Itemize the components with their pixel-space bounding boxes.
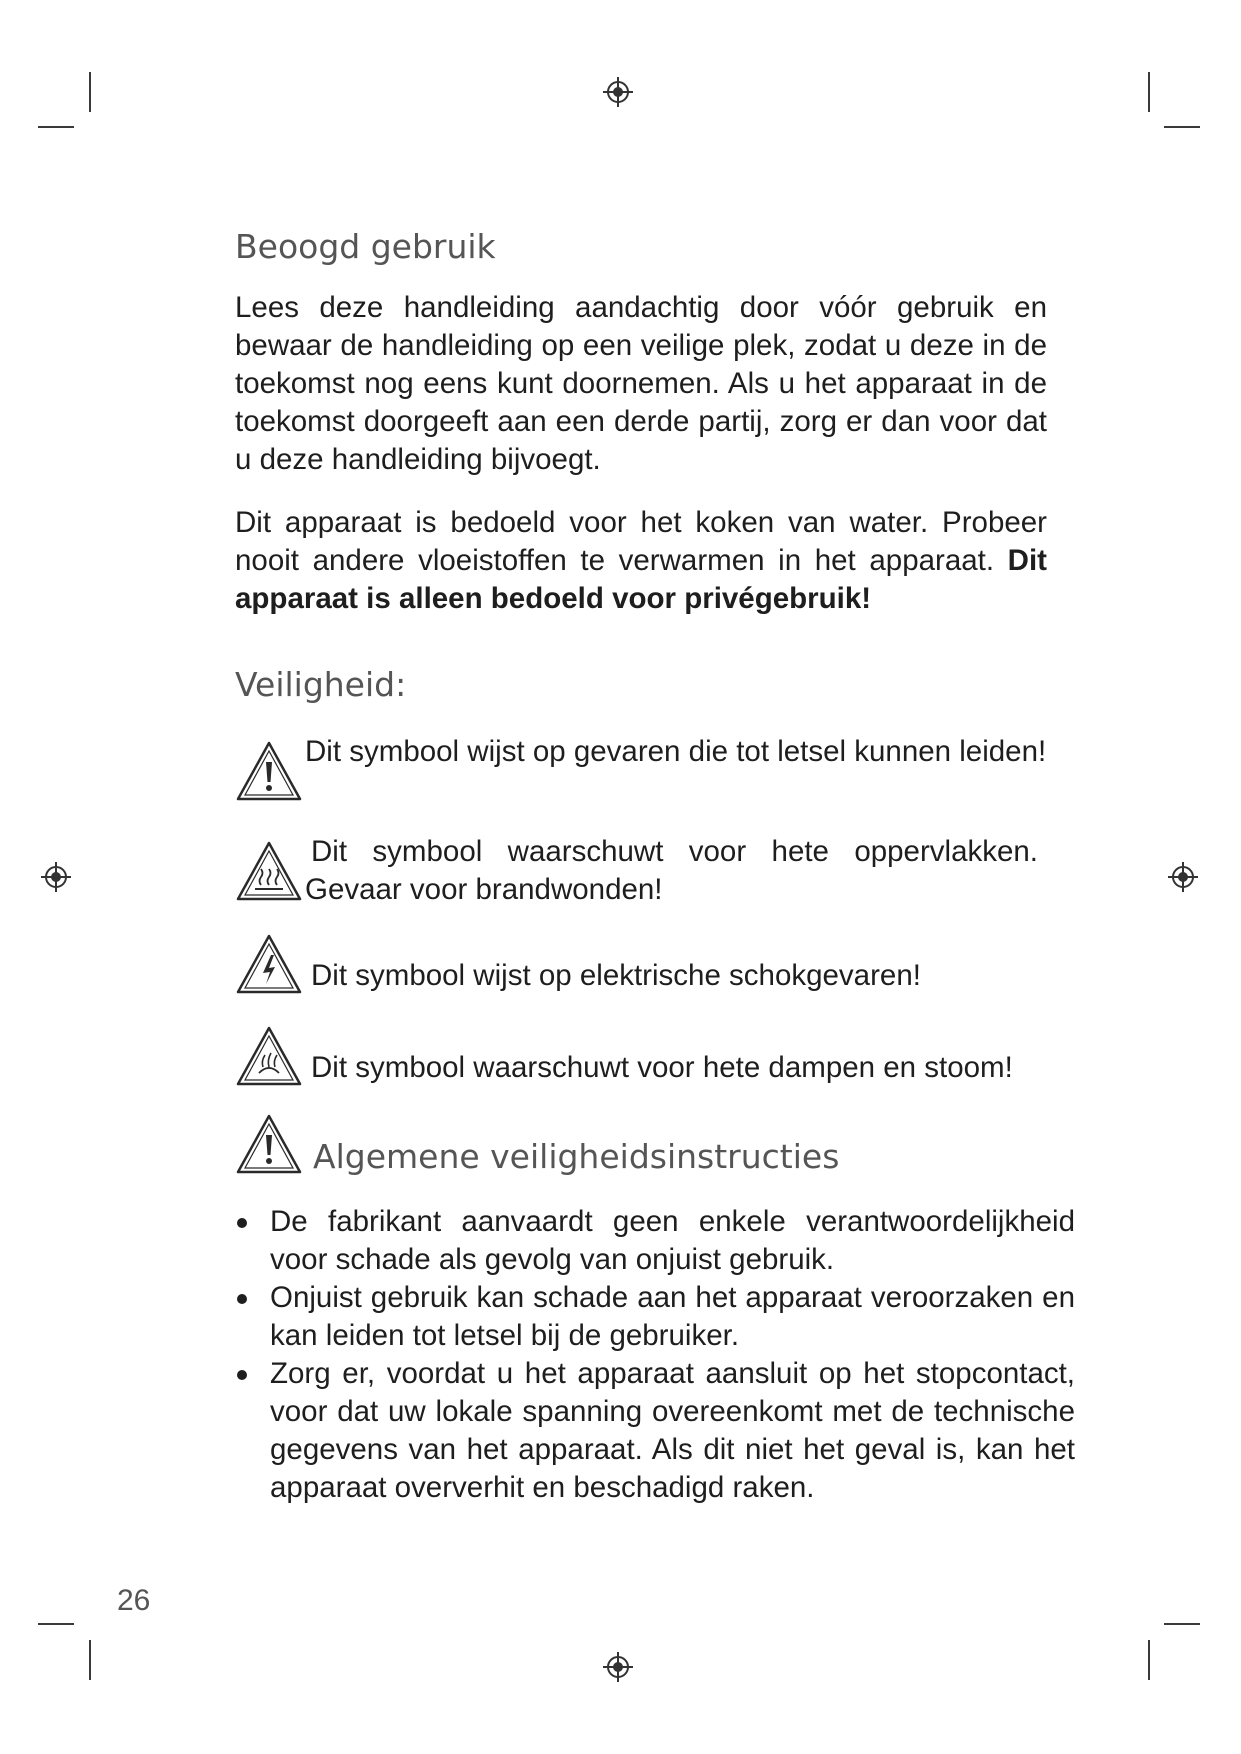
symbol-row-hot-surface [235, 828, 1057, 908]
crop-mark [89, 1640, 91, 1680]
general-safety-list [235, 1203, 1075, 1507]
intended-use-paragraph-2 [235, 504, 1047, 618]
crop-mark [38, 1623, 74, 1625]
crop-mark [1164, 1623, 1200, 1625]
hot-surface-icon [235, 840, 303, 902]
registration-mark-icon [601, 1650, 635, 1684]
section-title-general-safety: Algemene veiligheidsinstructies [313, 1137, 840, 1176]
symbol-description: Dit symbool waarschuwt voor hete dampen en stoom! [311, 1051, 1013, 1084]
section-title-safety: Veiligheid: [235, 665, 407, 704]
private-use-notice: Dit apparaat is alleen bedoeld voor privégebruik! [235, 544, 1047, 615]
list-item: Onjuist gebruik kan schade aan het apparaat veroorzaken en kan leiden tot letsel bij de gebruiker. [235, 1279, 1075, 1355]
intended-use-paragraph: Lees deze handleiding aandachtig door vóór gebruik en bewaar de handleiding op een veilige plek, zodat u deze in de toekomst nog eens kunt doornemen. Als u het apparaat in de toekomst doorgeeft aan een derde partij, zorg er dan voor dat u deze handleiding bijvoegt. [235, 291, 1047, 476]
page-number: 26 [117, 1584, 151, 1617]
crop-mark [1148, 1640, 1150, 1680]
crop-mark [1148, 72, 1150, 112]
purpose-text: Dit apparaat is bedoeld voor het koken van water. Probeer nooit andere vloeistoffen te verwarmen in het apparaat. [235, 506, 1047, 577]
steam-icon [235, 1025, 303, 1087]
registration-mark-icon [39, 860, 73, 894]
symbol-row-injury [235, 728, 1057, 808]
crop-mark [38, 126, 74, 128]
registration-mark-icon [601, 75, 635, 109]
symbol-description: Dit symbool waarschuwt voor hete oppervlakken. Gevaar voor brandwonden! [305, 835, 1038, 906]
general-safety-heading [235, 1113, 1057, 1193]
symbol-row-electric [235, 923, 1057, 1003]
list-item: Zorg er, voordat u het apparaat aansluit op het stopcontact, voor dat uw lokale spanning overeenkomt met de technische gegevens van het apparaat. Als dit niet het geval is, kan het apparaat oververhit en beschadigd raken. [235, 1355, 1075, 1507]
electric-shock-icon [235, 933, 303, 995]
warning-exclamation-icon [235, 740, 303, 802]
symbol-row-steam [235, 1013, 1057, 1093]
symbol-description: Dit symbool wijst op gevaren die tot letsel kunnen leiden! [305, 735, 1047, 768]
crop-mark [89, 72, 91, 112]
registration-mark-icon [1166, 860, 1200, 894]
crop-mark [1164, 126, 1200, 128]
list-item: De fabrikant aanvaardt geen enkele verantwoordelijkheid voor schade als gevolg van onjuist gebruik. [235, 1203, 1075, 1279]
symbol-description: Dit symbool wijst op elektrische schokgevaren! [311, 959, 921, 992]
section-title-intended-use: Beoogd gebruik [235, 227, 496, 266]
warning-exclamation-icon [235, 1113, 303, 1175]
